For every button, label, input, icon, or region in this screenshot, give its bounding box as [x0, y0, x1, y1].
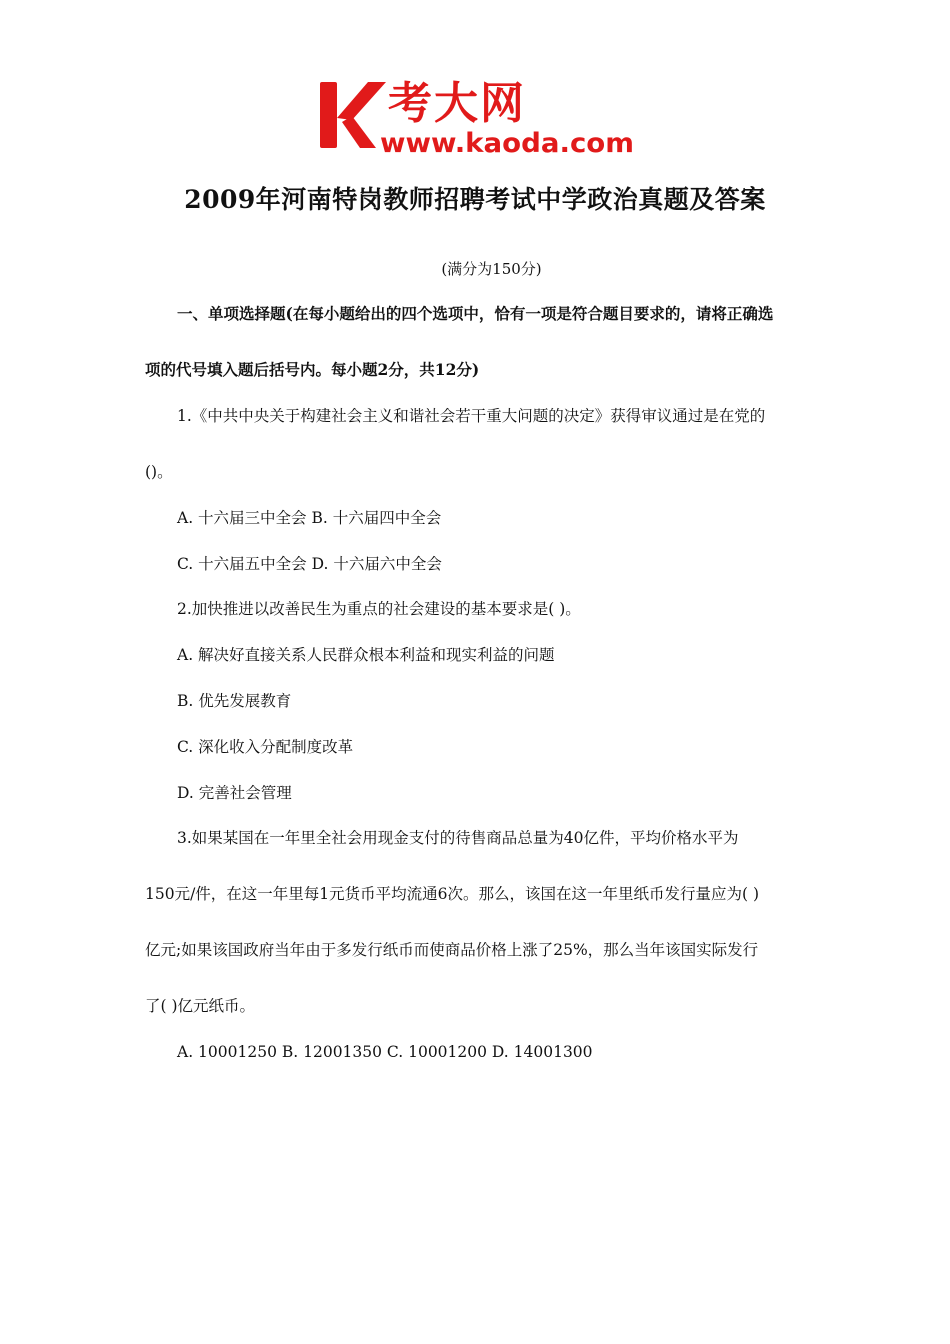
question-2-option-d: D. 完善社会管理 [177, 784, 292, 802]
question-2-option-b: B. 优先发展教育 [177, 692, 292, 710]
question-1-stem-line-2: ()。 [145, 463, 173, 481]
question-1-options-cd: C. 十六届五中全会 D. 十六届六中全会 [177, 555, 442, 573]
question-2-option-c: C. 深化收入分配制度改革 [177, 738, 354, 756]
logo-name: 考大网 [388, 78, 526, 129]
question-2-option-a: A. 解决好直接关系人民群众根本利益和现实利益的问题 [177, 646, 555, 664]
question-1-stem-line-1: 1.《中共中央关于构建社会主义和谐社会若干重大问题的决定》获得审议通过是在党的 [177, 407, 766, 425]
question-3-stem-line-4: 了( )亿元纸币。 [145, 997, 256, 1015]
logo-k-mark [320, 82, 386, 148]
section-heading-line-2: 项的代号填入题后括号内。每小题2分，共12分) [145, 360, 480, 379]
question-2-stem: 2.加快推进以改善民生为重点的社会建设的基本要求是( )。 [177, 600, 581, 618]
question-1-options-ab: A. 十六届三中全会 B. 十六届四中全会 [177, 509, 442, 527]
document-title: 2009年河南特岗教师招聘考试中学政治真题及答案 [184, 185, 766, 214]
section-heading-line-1: 一、单项选择题(在每小题给出的四个选项中，恰有一项是符合题目要求的，请将正确选 [177, 304, 774, 323]
question-3-stem-line-1: 3.如果某国在一年里全社会用现金支付的待售商品总量为40亿件，平均价格水平为 [177, 829, 739, 847]
kaoda-logo-graphic [318, 78, 638, 158]
question-3-stem-line-3: 亿元;如果该国政府当年由于多发行纸币而使商品价格上涨了25%，那么当年该国实际发行 [145, 941, 759, 959]
logo-url: www.kaoda.com [380, 128, 634, 158]
kaoda-logo[interactable] [318, 78, 638, 158]
score-note: (满分为150分) [441, 260, 542, 278]
question-3-options: A. 10001250 B. 12001350 C. 10001200 D. 14001300 [177, 1043, 593, 1061]
question-3-stem-line-2: 150元/件，在这一年里每1元货币平均流通6次。那么，该国在这一年里纸币发行量应为( ) [145, 885, 760, 903]
